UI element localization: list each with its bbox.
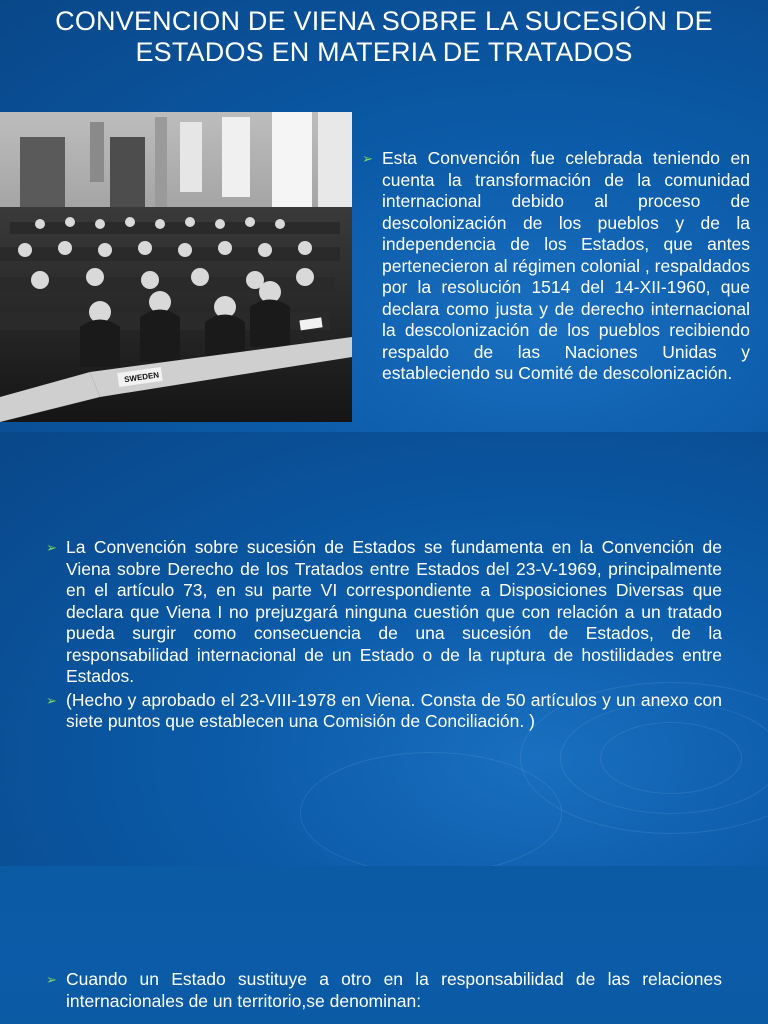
slide-title: CONVENCION DE VIENA SOBRE LA SUCESIÓN DE ESTADOS EN MATERIA DE TRATADOS: [55, 6, 713, 67]
green-arrow-bullet-icon: ➢: [46, 540, 57, 555]
green-arrow-bullet-icon: ➢: [46, 692, 57, 708]
conference-photo-illustration: [0, 112, 352, 422]
water-ripple-decoration: [300, 752, 562, 866]
list-item: [46, 537, 722, 688]
bullet-text: (Hecho y aprobado el 23-VIII-1978 en Viena. Consta de 50 artículos y un anexo con siete puntos que establecen una Comisión de Conciliación. ): [66, 689, 722, 731]
list-item: [46, 690, 722, 733]
green-arrow-bullet-icon: ➢: [46, 972, 57, 987]
country-nameplate: SWEDEN: [123, 370, 160, 385]
list-item: [46, 969, 722, 1012]
bullet-list: [362, 148, 750, 385]
conference-photo: [0, 112, 352, 422]
bullet-text: Esta Convención fue celebrada teniendo en cuenta la transformación de la comunidad internacional debido al proceso de descolonización de los pueblos y de la independencia de los Estados, que antes pertenecieron al régimen colonial , respaldados por la resolución 1514 del 14-XII-1960, que declara como justa y de derecho internacional la descolonización de los pueblos recibiendo respaldo de las Naciones Unidas y estableciendo su Comité de descolonización.: [382, 148, 750, 383]
bullet-list: [46, 537, 722, 735]
bullet-text: Cuando un Estado sustituye a otro en la responsabilidad de las relaciones internacionales de un territorio,se denominan:: [66, 969, 722, 1011]
slide-1: [0, 0, 768, 432]
green-arrow-bullet-icon: ➢: [362, 151, 373, 166]
bullet-text: La Convención sobre sucesión de Estados se fundamenta en la Convención de Viena sobre Derecho de los Tratados entre Estados del 23-V-1969, principalmente en el artículo 73, en su parte VI correspondiente a Disposiciones Diversas que declara que Viena I no prejuzgará ninguna cuestión que con relación a un tratado pueda surgir como consecuencia de una sucesión de Estados, de la responsabilidad internacional de un Estado o de la ruptura de hostilidades entre Estados.: [66, 537, 722, 686]
list-item: [362, 148, 750, 385]
bullet-list: [46, 969, 722, 1012]
